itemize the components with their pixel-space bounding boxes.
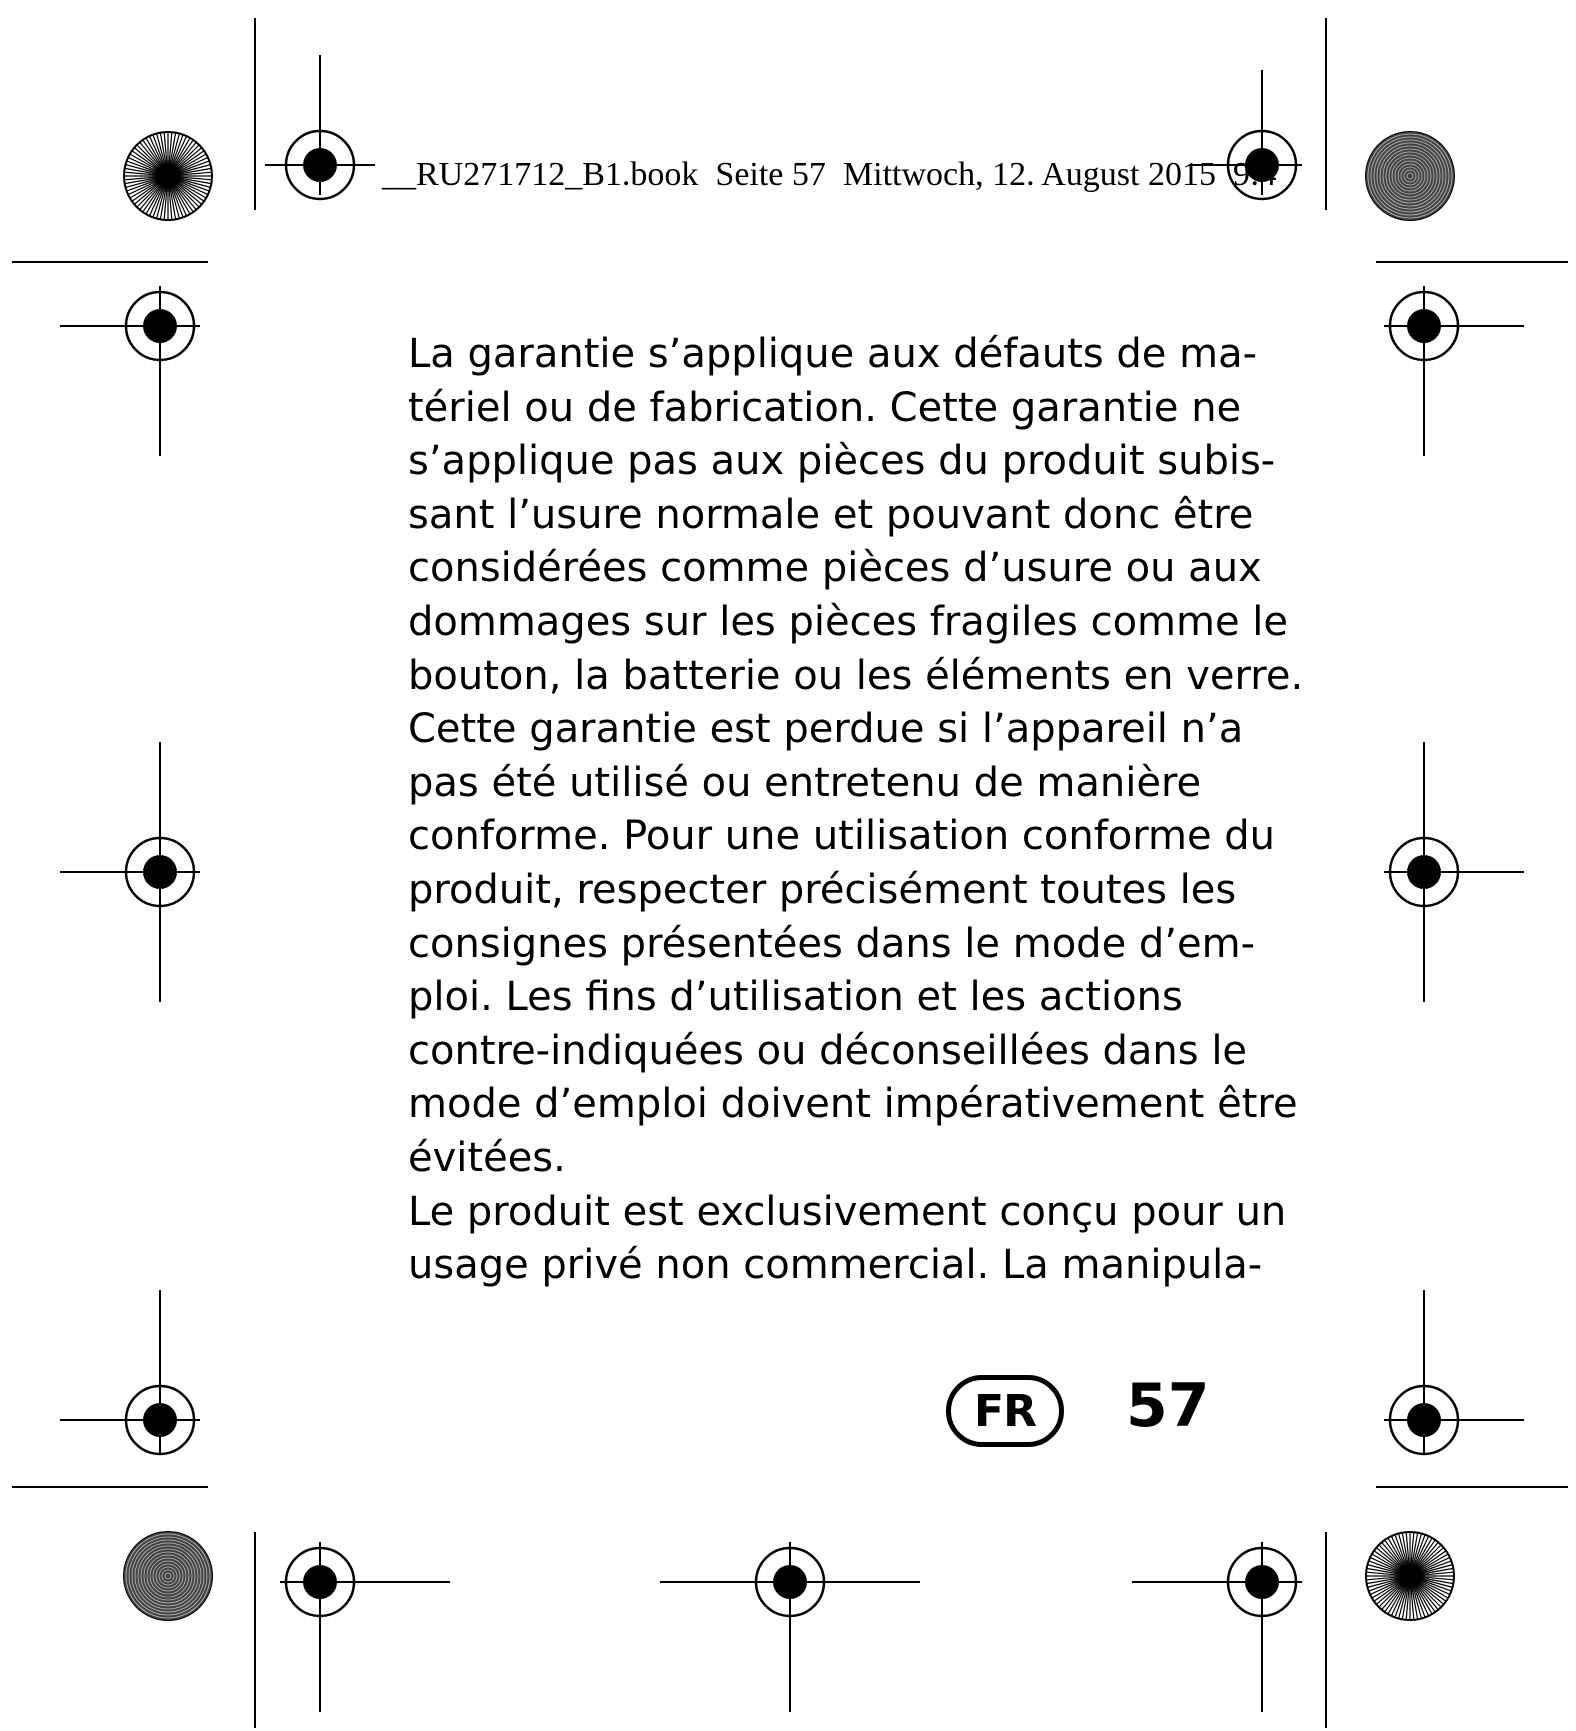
body-line: évitées. <box>408 1134 566 1181</box>
registration-mark <box>1384 1290 1524 1455</box>
body-line: dommages sur les pièces fragiles comme le <box>408 598 1289 645</box>
registration-mark <box>265 55 375 199</box>
body-line: Cette garantie est perdue si l’appareil n’a <box>408 706 1244 753</box>
body-line: considérées comme pièces d’usure ou aux <box>408 545 1262 592</box>
body-line: bouton, la batterie ou les éléments en verre. <box>408 652 1304 699</box>
book-slug-line: __RU271712_B1.book Seite 57 Mittwoch, 12. August 2015 9:4 <box>382 156 1277 193</box>
body-line: contre-indiquées ou déconseillées dans le <box>408 1027 1248 1074</box>
registration-mark <box>660 1542 920 1712</box>
color-bar-starburst <box>124 132 212 220</box>
body-line: s’applique pas aux pièces du produit subis- <box>408 438 1276 485</box>
color-bar-concentric <box>124 1532 212 1620</box>
registration-mark <box>1384 286 1524 456</box>
body-line: Le produit est exclusivement conçu pour un <box>408 1188 1287 1235</box>
language-badge: FR <box>946 1375 1064 1447</box>
registration-mark <box>60 742 200 1002</box>
body-line: tériel ou de fabrication. Cette garantie ne <box>408 384 1242 431</box>
registration-mark <box>60 1290 200 1455</box>
body-line: usage privé non commercial. La manipula- <box>408 1242 1263 1289</box>
registration-mark <box>280 1542 450 1712</box>
registration-mark <box>1132 1542 1302 1712</box>
color-bar-starburst <box>1366 1532 1454 1620</box>
warranty-body-text <box>408 328 1304 1293</box>
body-line: conforme. Pour une utilisation conforme du <box>408 813 1276 860</box>
page-number: 57 <box>1126 1371 1210 1441</box>
body-line: produit, respecter précisément toutes les <box>408 866 1237 913</box>
color-bar-concentric <box>1366 132 1454 220</box>
body-line: pas été utilisé ou entretenu de manière <box>408 759 1202 806</box>
body-line: mode d’emploi doivent impérativement être <box>408 1081 1298 1128</box>
body-line: ploi. Les fins d’utilisation et les actions <box>408 974 1183 1021</box>
body-line: consignes présentées dans le mode d’em- <box>408 920 1256 967</box>
body-line: sant l’usure normale et pouvant donc être <box>408 491 1254 538</box>
registration-mark <box>1384 742 1524 1002</box>
body-line: La garantie s’applique aux défauts de ma- <box>408 331 1258 377</box>
registration-mark <box>60 286 200 456</box>
